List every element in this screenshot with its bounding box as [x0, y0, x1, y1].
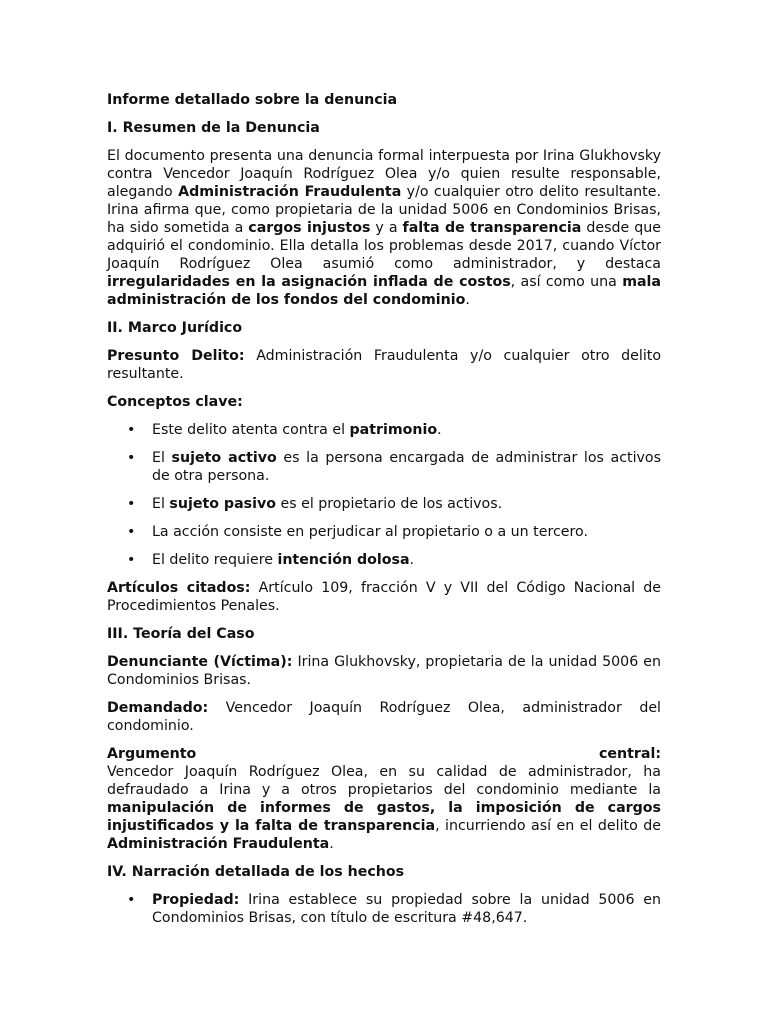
section-2-heading: II. Marco Jurídico [107, 320, 243, 336]
document-title: Informe detallado sobre la denuncia [107, 92, 398, 108]
summary-paragraph: El documento presenta una denuncia formal interpuesta por Irina Glukhovsky contra Vencedor Joaquín Rodríguez Olea y/o quien resulte responsable, alegando Administración Fraudulenta y/o cualquier otro delito resultante. Irina afirma que, como propietaria de la unidad 5006 en Condominios Brisas, ha sido sometida a cargos injustos y a falta de transparencia desde que adquirió el condominio. Ella detalla los problemas desde 2017, cuando Víctor Joaquín Rodríguez Olea asumió como administrador, y destaca irregularidades en la asignación inflada de costos, así como una mala administración de los fondos del condominio. [107, 148, 661, 308]
demandado: Demandado: Vencedor Joaquín Rodríguez Olea, administrador del condominio. [107, 700, 661, 734]
articulos-citados: Artículos citados: Artículo 109, fracción V y VII del Código Nacional de Procedimientos Penales. [107, 580, 662, 614]
section-1-heading: I. Resumen de la Denuncia [107, 120, 320, 136]
section-4-heading: IV. Narración detallada de los hechos [107, 864, 405, 880]
conceptos-clave-label: Conceptos clave: [107, 394, 243, 410]
list-item: • El sujeto pasivo es el propietario de los activos. [107, 495, 661, 513]
list-item: • El sujeto activo es la persona encargada de administrar los activos de otra persona. [107, 449, 661, 485]
section-3-heading: III. Teoría del Caso [107, 626, 255, 642]
argumento-central-label: Argumento central: [107, 746, 661, 762]
argumento-central-text: Vencedor Joaquín Rodríguez Olea, en su calidad de administrador, ha defraudado a Irina y a otros propietarios del condominio mediante la manipulación de informes de gastos, la imposición de cargos injustificados y la falta de transparencia, incurriendo así en el delito de Administración Fraudulenta. [107, 764, 661, 852]
document-page [107, 91, 661, 937]
list-item: • La acción consiste en perjudicar al propietario o a un tercero. [107, 523, 661, 541]
hechos-list [107, 891, 661, 927]
conceptos-list [107, 421, 661, 569]
list-item: • Este delito atenta contra el patrimonio. [107, 421, 661, 439]
denunciante: Denunciante (Víctima): Irina Glukhovsky, propietaria de la unidad 5006 en Condominios Brisas. [107, 654, 661, 688]
list-item: • Propiedad: Irina establece su propiedad sobre la unidad 5006 en Condominios Brisas, con título de escritura #48,647. [107, 891, 661, 927]
list-item: • El delito requiere intención dolosa. [107, 551, 661, 569]
presunto-delito: Presunto Delito: Administración Fraudulenta y/o cualquier otro delito resultante. [107, 348, 661, 382]
